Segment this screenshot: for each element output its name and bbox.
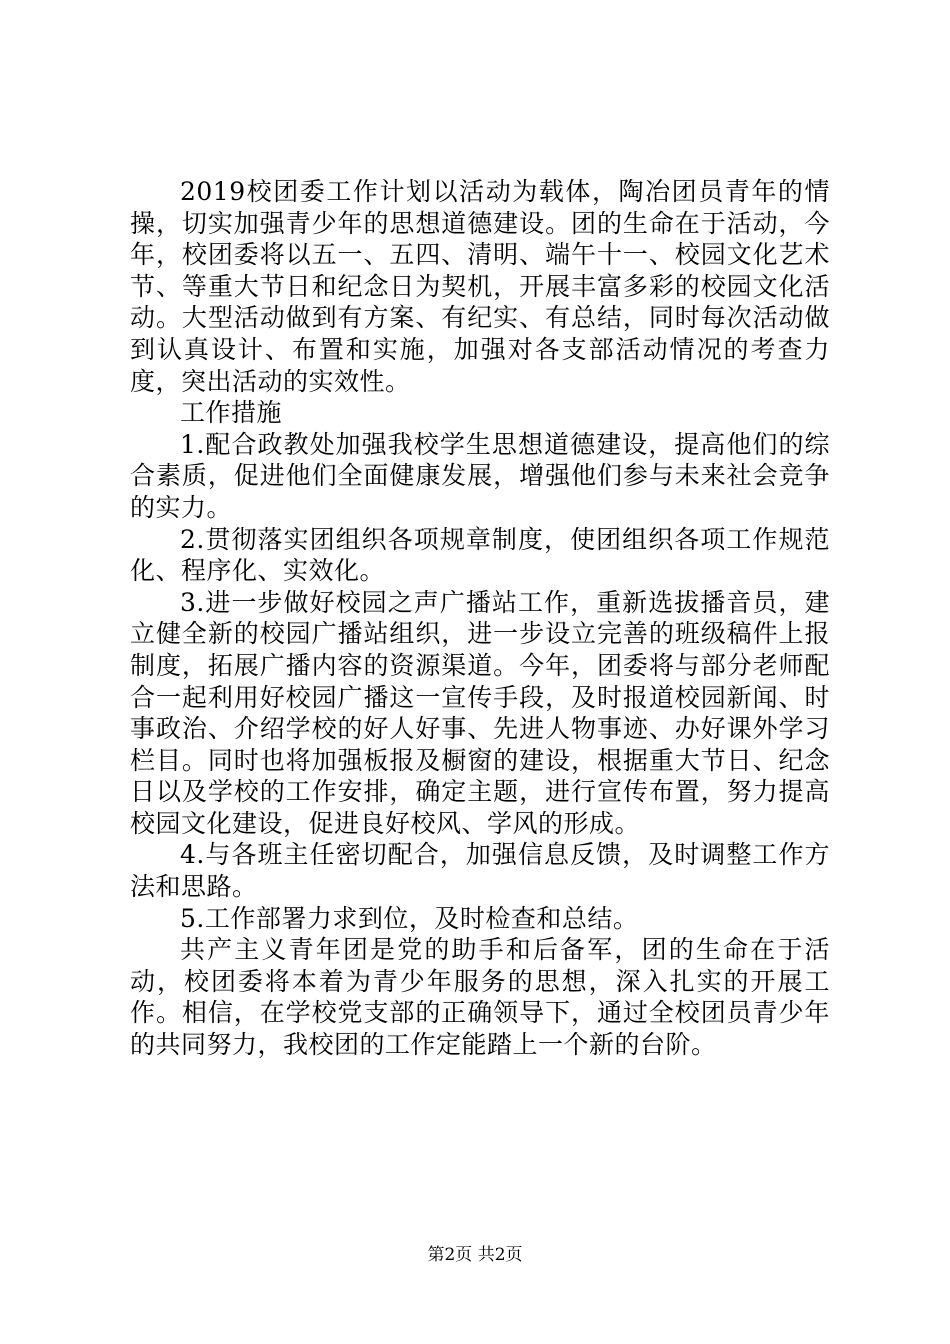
paragraph-measure-4: 4.与各班主任密切配合，加强信息反馈，及时调整工作方法和思路。 — [130, 840, 830, 902]
section-heading-measures: 工作措施 — [180, 398, 283, 428]
page-footer — [0, 1244, 950, 1266]
paragraph-measure-3: 3.进一步做好校园之声广播站工作，重新选拔播音员，建立健全新的校园广播站组织，进一步设立完善的班级稿件上报制度，拓展广播内容的资源渠道。今年，团委将与部分老师配合一起利用好校园广播这一宣传手段，及时报道校园新闻、时事政治、介绍学校的好人好事、先进人物事迹、办好课外学习栏目。同时也将加强板报及橱窗的建设，根据重大节日、纪念日以及学校的工作安排，确定主题，进行宣传布置，努力提高校园文化建设，促进良好校风、学风的形成。 — [130, 587, 830, 838]
paragraph-measure-1: 1.配合政教处加强我校学生思想道德建设，提高他们的综合素质，促进他们全面健康发展，增强他们参与未来社会竞争的实力。 — [130, 429, 830, 522]
paragraph-measure-5: 5.工作部署力求到位，及时检查和总结。 — [180, 903, 639, 933]
paragraph-conclusion: 共产主义青年团是党的助手和后备军，团的生命在于活动，校团委将本着为青少年服务的思想，深入扎实的开展工作。相信，在学校党支部的正确领导下，通过全校团员青少年的共同努力，我校团的工作定能踏上一个新的台阶。 — [130, 935, 830, 1060]
document-body — [130, 176, 830, 1061]
page-number: 第2页 共2页 — [427, 1245, 523, 1265]
paragraph-intro: 2019校团委工作计划以活动为载体，陶冶团员青年的情操，切实加强青少年的思想道德建设。团的生命在于活动，今年，校团委将以五一、五四、清明、端午十一、校园文化艺术节、等重大节日和纪念日为契机，开展丰富多彩的校园文化活动。大型活动做到有方案、有纪实、有总结，同时每次活动做到认真设计、布置和实施，加强对各支部活动情况的考查力度，突出活动的实效性。 — [130, 177, 830, 396]
paragraph-measure-2: 2.贯彻落实团组织各项规章制度，使团组织各项工作规范化、程序化、实效化。 — [130, 524, 830, 586]
